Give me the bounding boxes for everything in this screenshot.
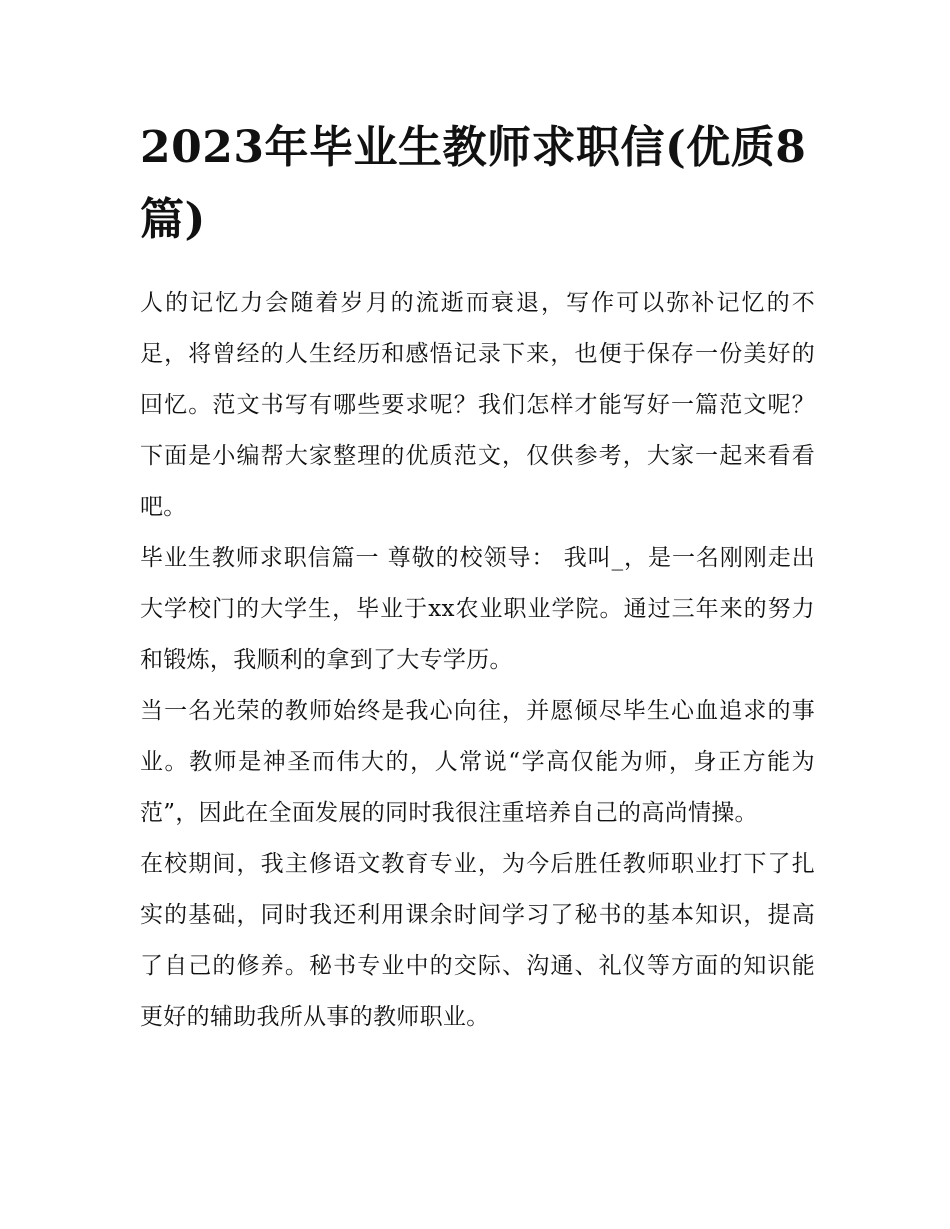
study-paragraph: 在校期间，我主修语文教育专业，为今后胜任教师职业打下了扎实的基础，同时我还利用课余时间学习了秘书的基本知识，提高了自己的修养。秘书专业中的交际、沟通、礼仪等方面的知识能更好的辅助我所从事的教师职业。: [140, 851, 815, 1030]
document-title: 2023年毕业生教师求职信(优质8篇): [140, 122, 807, 245]
letter-opening-paragraph: 毕业生教师求职信篇一 尊敬的校领导： 我叫_，是一名刚刚走出大学校门的大学生，毕业于xx农业职业学院。通过三年来的努力和锻炼，我顺利的拿到了大专学历。: [140, 545, 815, 673]
aspiration-paragraph: 当一名光荣的教师始终是我心向往，并愿倾尽毕生心血追求的事业。教师是神圣而伟大的，人常说“学高仅能为师，身正方能为范”，因此在全面发展的同时我很注重培养自己的高尚情操。: [140, 698, 815, 826]
document-body: [140, 112, 815, 1043]
intro-paragraph: 人的记忆力会随着岁月的流逝而衰退，写作可以弥补记忆的不足，将曾经的人生经历和感悟记录下来，也便于保存一份美好的回忆。范文书写有哪些要求呢？我们怎样才能写好一篇范文呢？下面是小编帮大家整理的优质范文，仅供参考，大家一起来看看吧。: [140, 290, 815, 520]
